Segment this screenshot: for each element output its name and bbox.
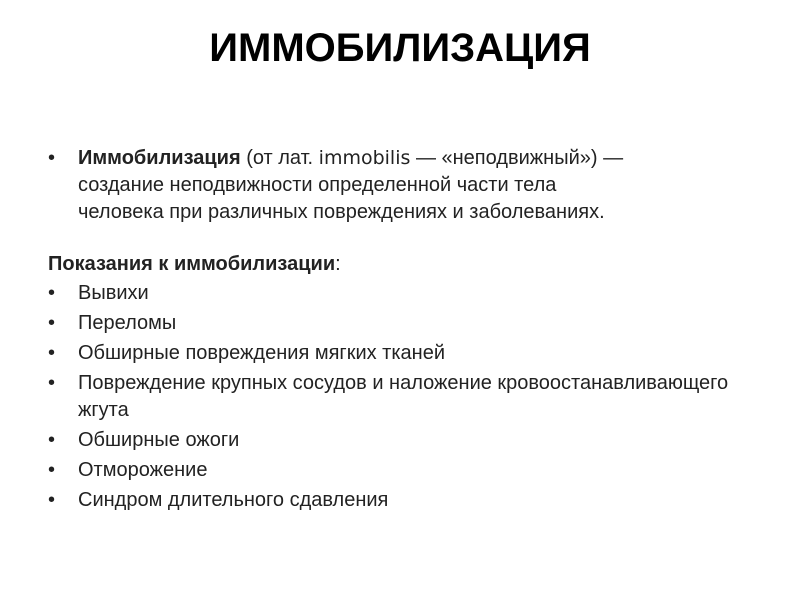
indication-text: Вывихи [78,282,149,304]
indication-text: Переломы [78,312,177,334]
indication-item-crush-syndrome [48,487,768,514]
indication-item-fractures [48,310,768,337]
bullet-icon: • [48,342,56,364]
indication-item-vessel-damage [48,370,768,424]
indications-heading-text: Показания к иммобилизации [48,253,336,275]
definition-term: Иммобилизация [78,147,241,169]
definition-item [48,145,768,226]
definition-text-line-2: человека при различных повреждениях и заболеваниях. [78,201,605,223]
definition-origin-suffix: — «неподвижный») — [410,147,624,169]
bullet-icon: • [48,312,56,334]
bullet-icon: • [48,282,56,304]
bullet-icon: • [48,372,56,394]
bullet-icon: • [48,429,56,451]
indications-list [48,280,768,514]
indication-text: Синдром длительного сдавления [78,489,389,511]
slide-title: ИММОБИЛИЗАЦИЯ [209,26,591,70]
bullet-icon: • [48,147,56,169]
indication-item-soft-tissue-injuries [48,340,768,367]
definition-latin-word: immobilis [318,147,411,169]
indication-item-dislocations [48,280,768,307]
indications-heading [48,251,768,278]
indication-text: Отморожение [78,459,208,481]
bullet-icon: • [48,459,56,481]
slide-content [48,145,768,517]
indication-item-frostbite [48,457,768,484]
indication-text: Обширные повреждения мягких тканей [78,342,445,364]
indications-heading-colon: : [335,253,341,275]
bullet-icon: • [48,489,56,511]
indication-text: Повреждение крупных сосудов и наложение кровоостанавливающего жгута [78,372,729,421]
indication-item-burns [48,427,768,454]
definition-origin-prefix: (от лат. [240,147,319,169]
definition-text-line-1: создание неподвижности определенной части тела [78,174,557,196]
indication-text: Обширные ожоги [78,429,240,451]
